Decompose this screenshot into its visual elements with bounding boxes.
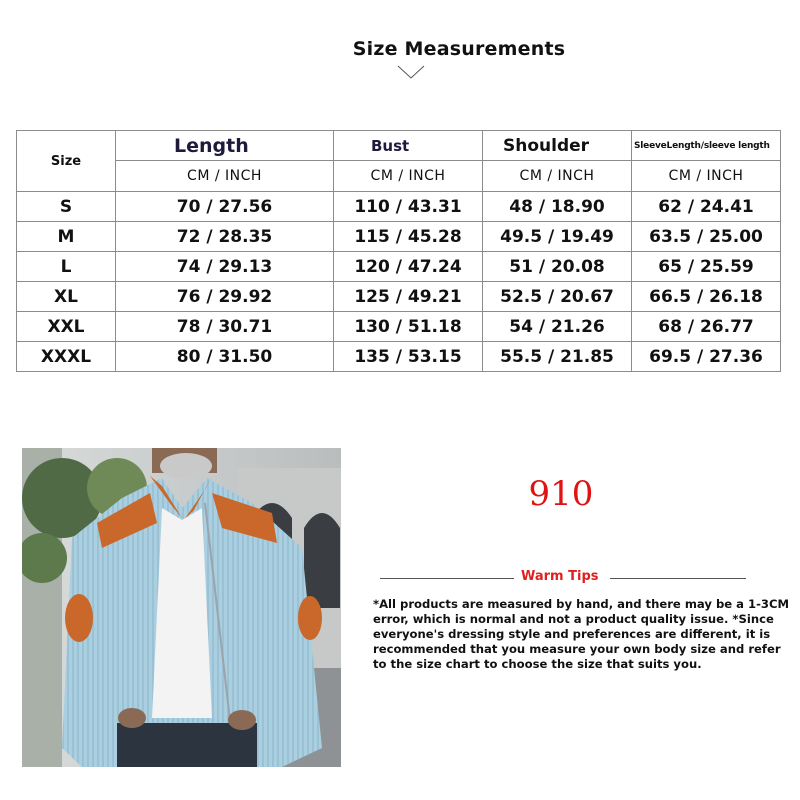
sleeve-cell: 69.5 / 27.36 [632,342,781,372]
size-cell: S [17,192,116,222]
tips-divider-left [380,578,514,579]
shoulder-cell: 52.5 / 20.67 [483,282,632,312]
size-cell: XL [17,282,116,312]
jacket-model-illustration [22,448,341,767]
length-unit: CM / INCH [116,161,334,192]
length-cell: 74 / 29.13 [116,252,334,282]
bust-cell: 115 / 45.28 [334,222,483,252]
size-cell: L [17,252,116,282]
shoulder-cell: 54 / 21.26 [483,312,632,342]
product-photo [22,448,341,767]
sleeve-cell: 63.5 / 25.00 [632,222,781,252]
table-row [17,192,781,222]
sleeve-cell: 66.5 / 26.18 [632,282,781,312]
shoulder-header: Shoulder [483,131,632,161]
bust-unit: CM / INCH [334,161,483,192]
tips-line: to the size chart to choose the size that suits you. [373,657,702,671]
sleeve-cell: 62 / 24.41 [632,192,781,222]
length-cell: 70 / 27.56 [116,192,334,222]
length-cell: 76 / 29.92 [116,282,334,312]
bust-cell: 110 / 43.31 [334,192,483,222]
size-cell: M [17,222,116,252]
length-header: Length [116,131,334,161]
tips-line: recommended that you measure your own body size and refer [373,642,781,656]
shoulder-cell: 51 / 20.08 [483,252,632,282]
shoulder-cell: 49.5 / 19.49 [483,222,632,252]
size-cell: XXL [17,312,116,342]
title-caret-icon [397,64,425,80]
sleeve-header: SleeveLength/sleeve length [632,131,781,161]
table-row [17,342,781,372]
tips-line: everyone's dressing style and preferences are different, it is [373,627,771,641]
tips-line: error, which is normal and not a product quality issue. *Since [373,612,774,626]
bust-cell: 135 / 53.15 [334,342,483,372]
shoulder-cell: 55.5 / 21.85 [483,342,632,372]
table-header-row [17,131,781,161]
sleeve-unit: CM / INCH [632,161,781,192]
warm-tips-text [373,597,793,672]
bust-cell: 130 / 51.18 [334,312,483,342]
size-cell: XXXL [17,342,116,372]
table-row [17,252,781,282]
tips-divider-right [610,578,746,579]
table-row [17,282,781,312]
shoulder-unit: CM / INCH [483,161,632,192]
length-cell: 78 / 30.71 [116,312,334,342]
length-cell: 80 / 31.50 [116,342,334,372]
sleeve-cell: 68 / 26.77 [632,312,781,342]
shoulder-cell: 48 / 18.90 [483,192,632,222]
table-row [17,312,781,342]
warm-tips-title: Warm Tips [521,569,599,584]
unit-header-row [17,161,781,192]
bust-cell: 120 / 47.24 [334,252,483,282]
length-cell: 72 / 28.35 [116,222,334,252]
product-code: 910 [528,474,594,514]
size-header: Size [17,131,116,192]
bust-cell: 125 / 49.21 [334,282,483,312]
size-table [16,130,781,372]
tips-line: *All products are measured by hand, and there may be a 1-3CM [373,597,790,611]
bust-header: Bust [334,131,483,161]
table-row [17,222,781,252]
sleeve-cell: 65 / 25.59 [632,252,781,282]
page-title: Size Measurements [352,38,566,60]
